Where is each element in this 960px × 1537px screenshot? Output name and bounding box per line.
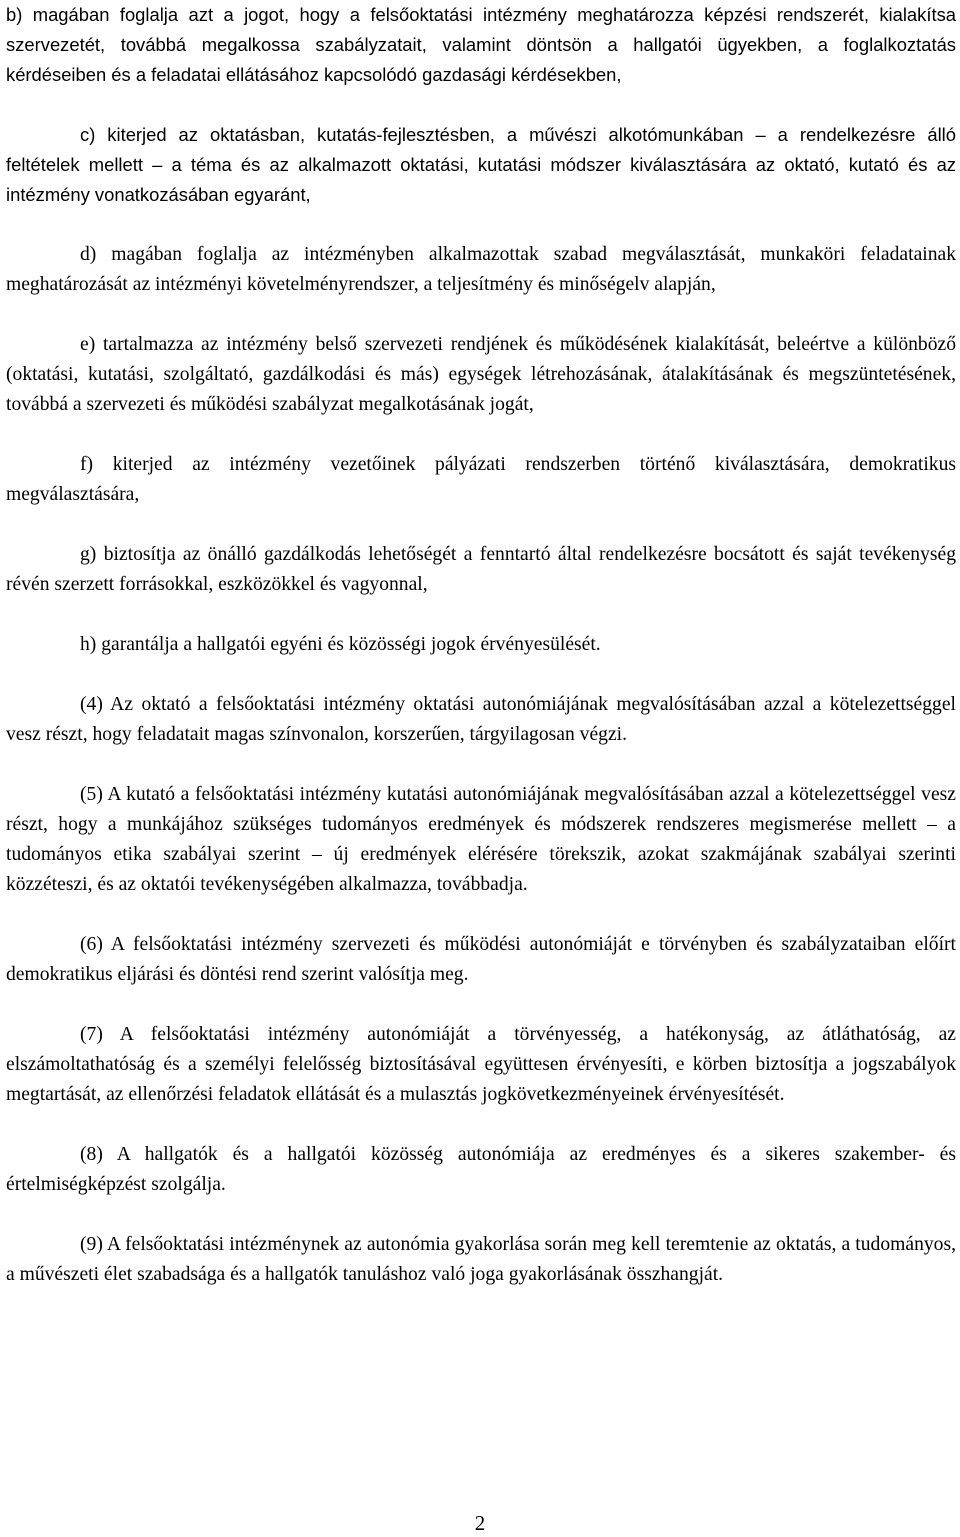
- paragraph-b: b) magában foglalja azt a jogot, hogy a felsőoktatási intézmény meghatározza képzési rendszerét, kialakítsa szervezetét, továbbá megalkossa szabályzatait, valamint döntsön a hallgatói ügyekben, a foglalkoztatás kérdéseiben és a feladatai ellátásához kapcsolódó gazdasági kérdésekben,: [6, 4, 956, 85]
- paragraph-c: c) kiterjed az oktatásban, kutatás-fejlesztésben, a művészi alkotómunkában – a rendelkezésre álló feltételek mellett – a téma és az alkalmazott oktatási, kutatási módszer kiválasztására az oktató, kutató és az intézmény vonatkozásában egyaránt,: [6, 124, 956, 205]
- page-number: 2: [474, 1511, 486, 1535]
- paragraph-h: h) garantálja a hallgatói egyéni és közösségi jogok érvényesülését.: [80, 634, 601, 655]
- paragraph-6: (6) A felsőoktatási intézmény szervezeti és működési autonómiáját e törvényben és szabályzataiban előírt demokratikus eljárási és döntési rend szerint valósítja meg.: [6, 934, 956, 985]
- paragraph-g: g) biztosítja az önálló gazdálkodás lehetőségét a fenntartó által rendelkezésre bocsátott és saját tevékenység révén szerzett forrásokkal, eszközökkel és vagyonnal,: [6, 544, 956, 595]
- paragraph-9: (9) A felsőoktatási intézménynek az autonómia gyakorlása során meg kell teremtenie az oktatás, a tudományos, a művészeti élet szabadsága és a hallgatók tanuláshoz való joga gyakorlásának összhangját.: [6, 1234, 956, 1285]
- paragraph-e: e) tartalmazza az intézmény belső szervezeti rendjének és működésének kialakítását, beleértve a különböző (oktatási, kutatási, szolgáltató, gazdálkodási és más) egységek létrehozásának, átalakításának és megszüntetésének, továbbá a szervezeti és működési szabályzat megalkotásának jogát,: [6, 334, 956, 415]
- paragraph-4: (4) Az oktató a felsőoktatási intézmény oktatási autonómiájának megvalósításában azzal a kötelezettséggel vesz részt, hogy feladatait magas színvonalon, korszerűen, tárgyilagosan végzi.: [6, 694, 956, 745]
- paragraph-d: d) magában foglalja az intézményben alkalmazottak szabad megválasztását, munkaköri feladatainak meghatározását az intézményi követelményrendszer, a teljesítmény és minőségelv alapján,: [6, 244, 956, 295]
- document-page: [6, 0, 956, 1290]
- paragraph-7: (7) A felsőoktatási intézmény autonómiáját a törvényesség, a hatékonyság, az átláthatóság, az elszámoltathatóság és a személyi felelősség biztosításával együttesen érvényesíti, e körben biztosítja a jogszabályok megtartását, az ellenőrzési feladatok ellátását és a mulasztás jogkövetkezményeinek érvényesítését.: [6, 1024, 956, 1105]
- paragraph-8: (8) A hallgatók és a hallgatói közösség autonómiája az eredményes és a sikeres szakember- és értelmiségképzést szolgálja.: [6, 1144, 956, 1195]
- paragraph-5: (5) A kutató a felsőoktatási intézmény kutatási autonómiájának megvalósításában azzal a kötelezettséggel vesz részt, hogy a munkájához szükséges tudományos eredmények és módszerek rendszeres megismerése mellett – a tudományos etika szabályai szerint – új eredmények elérésére törekszik, azokat szakmájának szabályai szerinti közzéteszi, és az oktatói tevékenységében alkalmazza, továbbadja.: [6, 784, 956, 895]
- paragraph-f: f) kiterjed az intézmény vezetőinek pályázati rendszerben történő kiválasztására, demokratikus megválasztására,: [6, 454, 956, 505]
